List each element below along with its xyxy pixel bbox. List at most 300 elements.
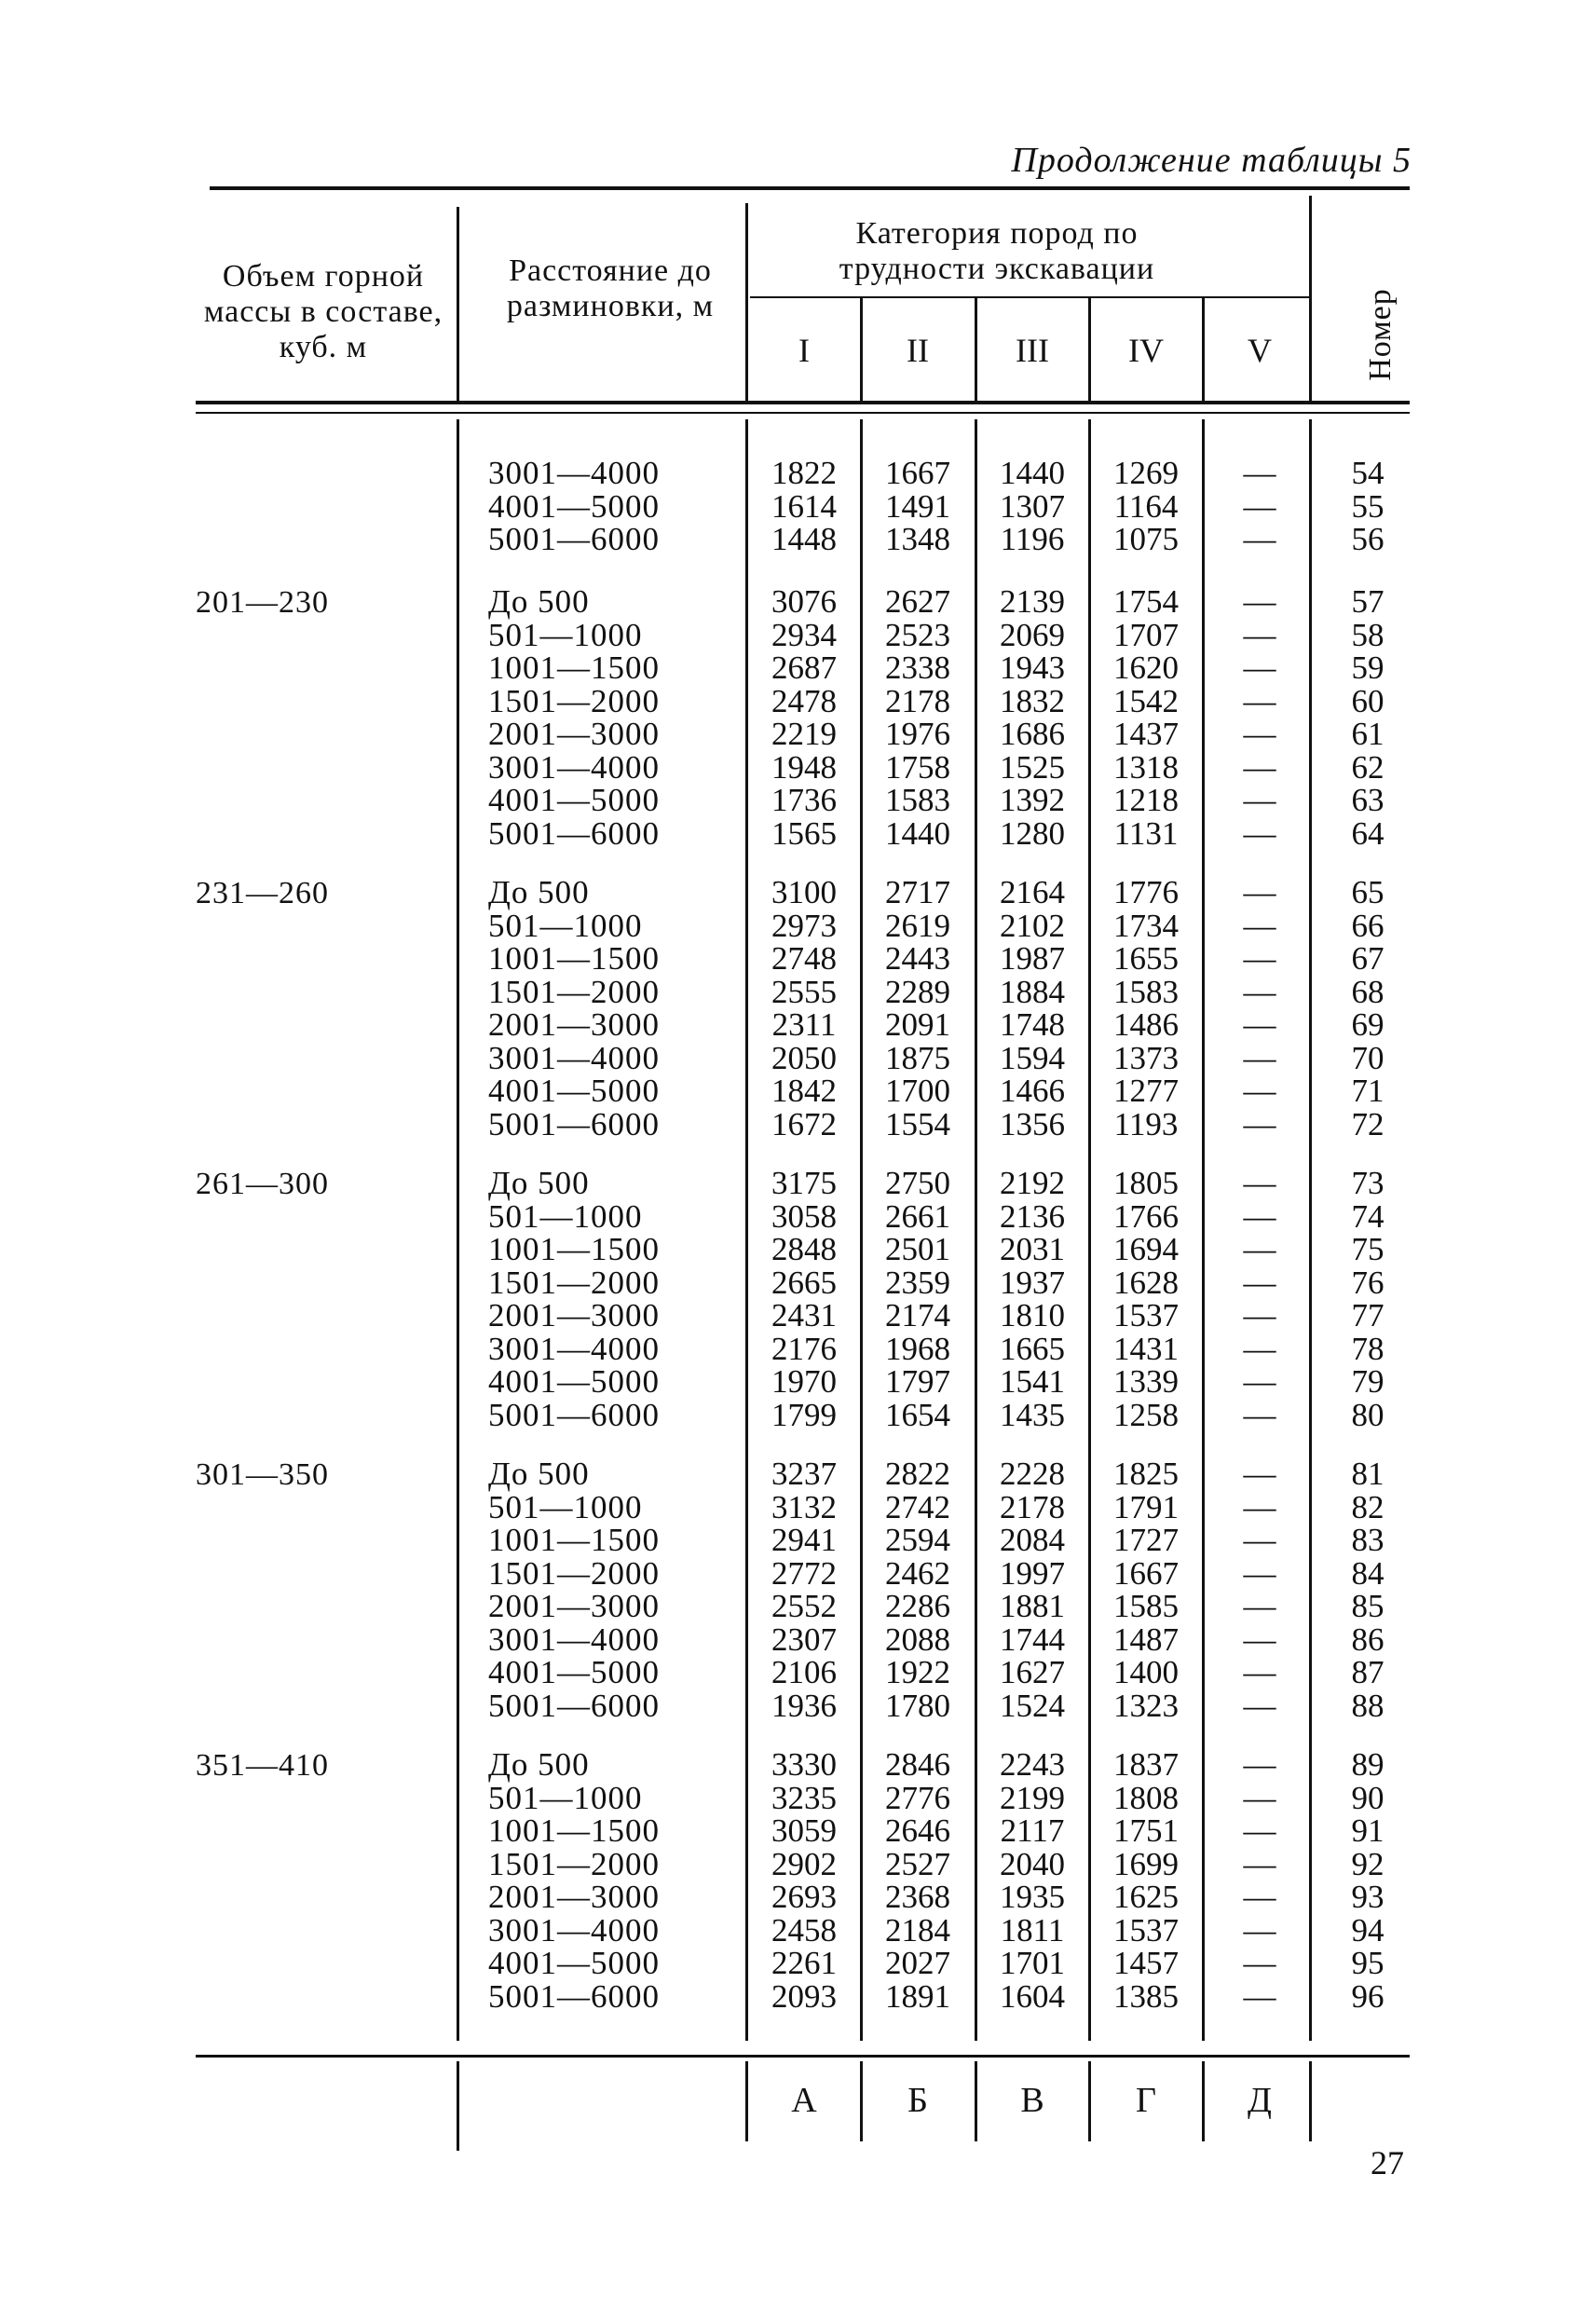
cat-II-cell: 1797 — [885, 1363, 950, 1400]
cat-IV-cell: 1542 — [1113, 682, 1179, 719]
distance-cell: До 500 — [488, 1456, 590, 1492]
cat-III-cell: 1280 — [1000, 814, 1065, 852]
distance-header: Расстояние до разминовки, м — [506, 253, 715, 323]
table-row — [0, 523, 1596, 556]
cat-IV-cell: 1486 — [1113, 1006, 1179, 1043]
cat-II-cell: 2776 — [885, 1779, 950, 1816]
distance-cell: 5001—6000 — [488, 1687, 660, 1724]
row-number-cell: 93 — [1351, 1879, 1385, 1915]
cat-V-cell: — — [1243, 1297, 1276, 1333]
footer-letter-v: В — [1020, 2081, 1044, 2120]
footer-letter-a: А — [791, 2081, 817, 2120]
cat-II-cell: 1348 — [885, 521, 950, 557]
cat-II-cell: 2289 — [885, 973, 950, 1010]
table-row — [0, 784, 1596, 817]
volume-cell: 261—300 — [196, 1167, 329, 1201]
cat-II-cell: 1554 — [885, 1105, 950, 1142]
cat-II-cell: 1700 — [885, 1073, 950, 1109]
cat-IV-cell: 1734 — [1113, 907, 1179, 944]
distance-cell: 4001—5000 — [488, 487, 660, 525]
cat-IV-cell: 1339 — [1113, 1363, 1179, 1400]
distance-cell: 3001—4000 — [488, 455, 660, 491]
header-bottom-rule-2 — [196, 412, 1410, 414]
cat-V-cell: — — [1243, 487, 1276, 525]
table-row — [0, 718, 1596, 751]
distance-cell: 4001—5000 — [488, 782, 660, 818]
cat-V-cell: — — [1243, 782, 1276, 818]
volume-header: Объем горной массы в составе, куб. м — [203, 259, 443, 364]
distance-cell: 1001—1500 — [488, 1522, 660, 1558]
cat-V-cell: — — [1243, 907, 1276, 944]
cat-IV-cell: 1075 — [1113, 521, 1179, 557]
cat-III-cell: 2084 — [1000, 1522, 1065, 1558]
row-number-cell: 54 — [1351, 455, 1385, 491]
table-row — [0, 1911, 1596, 1949]
cat-V-cell: — — [1243, 1588, 1276, 1624]
table-row — [0, 1845, 1596, 1882]
cat-IV-cell: 1258 — [1113, 1396, 1179, 1433]
cat-V-cell: — — [1243, 973, 1276, 1010]
cat-III-cell: 1811 — [1000, 1911, 1065, 1949]
cat-IV-cell: 1727 — [1113, 1522, 1179, 1558]
table-row — [0, 1266, 1596, 1300]
cat-II-cell: 2368 — [885, 1879, 950, 1915]
cat-I-cell: 2311 — [771, 1006, 837, 1043]
distance-cell: 5001—6000 — [488, 1105, 660, 1142]
row-number-cell: 64 — [1351, 814, 1385, 852]
distance-cell: 1501—2000 — [488, 1554, 660, 1592]
cat-V-cell: — — [1243, 1363, 1276, 1400]
cat-IV-cell: 1131 — [1113, 814, 1179, 852]
table-row — [0, 457, 1596, 490]
cat-I-cell: 2431 — [771, 1297, 837, 1333]
cat-III-cell: 1196 — [1000, 521, 1065, 557]
row-number-cell: 60 — [1351, 682, 1385, 719]
page-number: 27 — [1371, 2144, 1404, 2181]
cat-IV-cell: 1487 — [1113, 1620, 1179, 1658]
cat-V-cell: — — [1243, 1845, 1276, 1882]
cat-III-cell: 1943 — [1000, 650, 1065, 686]
table-row — [0, 973, 1596, 1010]
row-number-cell: 70 — [1351, 1039, 1385, 1076]
row-number-cell: 66 — [1351, 907, 1385, 944]
table-row — [0, 909, 1596, 943]
cat-V-cell: — — [1243, 1396, 1276, 1433]
cat-I-cell: 3132 — [771, 1488, 837, 1525]
distance-cell: 501—1000 — [488, 616, 643, 653]
distance-cell: 501—1000 — [488, 907, 643, 944]
distance-cell: До 500 — [488, 583, 590, 620]
cat-III-cell: 1594 — [1000, 1039, 1065, 1076]
cat-III-cell: 1466 — [1000, 1073, 1065, 1109]
cat-V-cell: — — [1243, 716, 1276, 752]
category-III-header: III — [1016, 332, 1049, 369]
row-number-cell: 89 — [1351, 1746, 1385, 1783]
table-row — [0, 1233, 1596, 1266]
cat-IV-cell: 1694 — [1113, 1231, 1179, 1267]
distance-cell: 2001—3000 — [488, 1297, 660, 1333]
cat-III-cell: 2164 — [1000, 874, 1065, 910]
cat-IV-cell: 1323 — [1113, 1687, 1179, 1724]
row-number-cell: 87 — [1351, 1654, 1385, 1690]
distance-cell: 3001—4000 — [488, 1330, 660, 1367]
cat-II-cell: 2717 — [885, 874, 950, 910]
cat-II-cell: 2742 — [885, 1488, 950, 1525]
distance-cell: 4001—5000 — [488, 1945, 660, 1981]
table-row — [0, 1039, 1596, 1076]
cat-III-cell: 1997 — [1000, 1554, 1065, 1592]
cat-II-cell: 2646 — [885, 1812, 950, 1849]
cat-V-cell: — — [1243, 583, 1276, 620]
category-header: Категория пород по трудности экскавации — [839, 216, 1155, 286]
table-row — [0, 1524, 1596, 1557]
row-number-cell: 85 — [1351, 1588, 1385, 1624]
cat-I-cell: 1565 — [771, 814, 837, 852]
cat-II-cell: 2594 — [885, 1522, 950, 1558]
cat-I-cell: 1948 — [771, 748, 837, 786]
cat-IV-cell: 1754 — [1113, 583, 1179, 620]
cat-IV-cell: 1766 — [1113, 1197, 1179, 1235]
cat-III-cell: 2139 — [1000, 583, 1065, 620]
cat-V-cell: — — [1243, 455, 1276, 491]
cat-I-cell: 2219 — [771, 716, 837, 752]
cat-I-cell: 3059 — [771, 1812, 837, 1849]
header-top-rule — [210, 186, 1410, 190]
cat-I-cell: 1936 — [771, 1687, 837, 1724]
cat-I-cell: 2772 — [771, 1554, 837, 1592]
cat-II-cell: 1922 — [885, 1654, 950, 1690]
row-number-cell: 92 — [1351, 1845, 1385, 1882]
cat-I-cell: 1736 — [771, 782, 837, 818]
cat-IV-cell: 1400 — [1113, 1654, 1179, 1690]
cat-II-cell: 1440 — [885, 814, 950, 852]
row-number-cell: 86 — [1351, 1620, 1385, 1658]
cat-I-cell: 1672 — [771, 1105, 837, 1142]
cat-II-cell: 2627 — [885, 583, 950, 620]
distance-cell: 4001—5000 — [488, 1363, 660, 1400]
cat-III-cell: 1884 — [1000, 973, 1065, 1010]
category-V-header: V — [1248, 332, 1272, 369]
table-row — [0, 942, 1596, 976]
cat-IV-cell: 1699 — [1113, 1845, 1179, 1882]
cat-II-cell: 2527 — [885, 1845, 950, 1882]
header-vline — [975, 296, 977, 401]
table-row — [0, 1008, 1596, 1042]
row-number-cell: 56 — [1351, 521, 1385, 557]
cat-II-cell: 2027 — [885, 1945, 950, 1981]
row-number-cell: 83 — [1351, 1522, 1385, 1558]
table-row — [0, 1748, 1596, 1782]
cat-V-cell: — — [1243, 1231, 1276, 1267]
header-vline — [1088, 296, 1091, 401]
cat-II-cell: 2750 — [885, 1165, 950, 1201]
cat-IV-cell: 1537 — [1113, 1297, 1179, 1333]
cat-V-cell: — — [1243, 1879, 1276, 1915]
distance-cell: 3001—4000 — [488, 748, 660, 786]
cat-III-cell: 1435 — [1000, 1396, 1065, 1433]
cat-I-cell: 2458 — [771, 1911, 837, 1949]
cat-I-cell: 3058 — [771, 1197, 837, 1235]
cat-III-cell: 1832 — [1000, 682, 1065, 719]
distance-cell: 1001—1500 — [488, 650, 660, 686]
cat-I-cell: 3330 — [771, 1746, 837, 1783]
footer-vline — [1202, 2061, 1205, 2141]
cat-II-cell: 2359 — [885, 1264, 950, 1301]
cat-V-cell: — — [1243, 1165, 1276, 1201]
cat-I-cell: 1970 — [771, 1363, 837, 1400]
distance-cell: 1501—2000 — [488, 1264, 660, 1301]
table-row — [0, 1105, 1596, 1142]
header-vline — [1202, 296, 1205, 401]
cat-V-cell: — — [1243, 814, 1276, 852]
header-bottom-rule — [196, 401, 1410, 404]
category-IV-header: IV — [1128, 332, 1164, 369]
cat-II-cell: 2091 — [885, 1006, 950, 1043]
cat-V-cell: — — [1243, 1006, 1276, 1043]
cat-V-cell: — — [1243, 1911, 1276, 1949]
table-row — [0, 651, 1596, 685]
distance-cell: 1001—1500 — [488, 1812, 660, 1849]
cat-I-cell: 2552 — [771, 1588, 837, 1624]
volume-cell: 351—410 — [196, 1748, 329, 1783]
cat-II-cell: 1583 — [885, 782, 950, 818]
cat-III-cell: 2031 — [1000, 1231, 1065, 1267]
cat-III-cell: 1987 — [1000, 940, 1065, 977]
cat-III-cell: 2192 — [1000, 1165, 1065, 1201]
distance-cell: 1001—1500 — [488, 1231, 660, 1267]
cat-IV-cell: 1620 — [1113, 650, 1179, 686]
distance-cell: 1501—2000 — [488, 1845, 660, 1882]
cat-III-cell: 1604 — [1000, 1977, 1065, 2015]
table-row — [0, 487, 1596, 525]
row-number-cell: 94 — [1351, 1911, 1385, 1949]
cat-I-cell: 3175 — [771, 1165, 837, 1201]
footer-vline — [975, 2061, 977, 2141]
table-row — [0, 1977, 1596, 2015]
cat-IV-cell: 1751 — [1113, 1812, 1179, 1849]
cat-I-cell: 1799 — [771, 1396, 837, 1433]
cat-IV-cell: 1537 — [1113, 1911, 1179, 1949]
row-number-cell: 81 — [1351, 1456, 1385, 1492]
footer-vline — [1088, 2061, 1091, 2141]
header-vline — [745, 203, 748, 401]
row-number-cell: 90 — [1351, 1779, 1385, 1816]
table-row — [0, 1590, 1596, 1623]
cat-V-cell: — — [1243, 874, 1276, 910]
row-number-cell: 69 — [1351, 1006, 1385, 1043]
table-row — [0, 1457, 1596, 1491]
distance-cell: 5001—6000 — [488, 1396, 660, 1433]
cat-III-cell: 1665 — [1000, 1330, 1065, 1367]
cat-I-cell: 2555 — [771, 973, 837, 1010]
table-row — [0, 1779, 1596, 1816]
row-number-cell: 79 — [1351, 1363, 1385, 1400]
row-number-cell: 73 — [1351, 1165, 1385, 1201]
row-number-cell: 76 — [1351, 1264, 1385, 1301]
cat-III-cell: 2040 — [1000, 1845, 1065, 1882]
cat-V-cell: — — [1243, 748, 1276, 786]
cat-I-cell: 1614 — [771, 487, 837, 525]
cat-III-cell: 2069 — [1000, 616, 1065, 653]
distance-cell: 5001—6000 — [488, 1977, 660, 2015]
cat-I-cell: 2748 — [771, 940, 837, 977]
cat-I-cell: 2176 — [771, 1330, 837, 1367]
table-row — [0, 1620, 1596, 1658]
distance-cell: 1501—2000 — [488, 973, 660, 1010]
table-row — [0, 682, 1596, 719]
row-number-cell: 78 — [1351, 1330, 1385, 1367]
cat-III-cell: 1524 — [1000, 1687, 1065, 1724]
cat-V-cell: — — [1243, 1687, 1276, 1724]
cat-III-cell: 2136 — [1000, 1197, 1065, 1235]
volume-cell: 301—350 — [196, 1457, 329, 1492]
cat-III-cell: 1935 — [1000, 1879, 1065, 1915]
cat-II-cell: 1758 — [885, 748, 950, 786]
distance-cell: 501—1000 — [488, 1488, 643, 1525]
header-vline — [1309, 196, 1312, 401]
table-row — [0, 1814, 1596, 1848]
cat-I-cell: 1842 — [771, 1073, 837, 1109]
cat-II-cell: 2174 — [885, 1297, 950, 1333]
table-row — [0, 1197, 1596, 1235]
row-number-cell: 84 — [1351, 1554, 1385, 1592]
cat-IV-cell: 1628 — [1113, 1264, 1179, 1301]
header-subrule — [750, 296, 1309, 298]
cat-V-cell: — — [1243, 1264, 1276, 1301]
table-row — [0, 585, 1596, 619]
cat-V-cell: — — [1243, 682, 1276, 719]
table-row — [0, 1689, 1596, 1723]
cat-III-cell: 2178 — [1000, 1488, 1065, 1525]
distance-cell: 5001—6000 — [488, 814, 660, 852]
cat-II-cell: 2088 — [885, 1620, 950, 1658]
cat-IV-cell: 1269 — [1113, 455, 1179, 491]
row-number-cell: 61 — [1351, 716, 1385, 752]
cat-IV-cell: 1318 — [1113, 748, 1179, 786]
cat-V-cell: — — [1243, 1746, 1276, 1783]
cat-IV-cell: 1164 — [1113, 487, 1179, 525]
cat-II-cell: 1780 — [885, 1687, 950, 1724]
cat-III-cell: 1440 — [1000, 455, 1065, 491]
row-number-cell: 63 — [1351, 782, 1385, 818]
cat-IV-cell: 1373 — [1113, 1039, 1179, 1076]
cat-I-cell: 2973 — [771, 907, 837, 944]
row-number-cell: 68 — [1351, 973, 1385, 1010]
cat-III-cell: 2243 — [1000, 1746, 1065, 1783]
cat-IV-cell: 1277 — [1113, 1073, 1179, 1109]
row-number-cell: 62 — [1351, 748, 1385, 786]
cat-III-cell: 1392 — [1000, 782, 1065, 818]
cat-II-cell: 1891 — [885, 1977, 950, 2015]
table-caption: Продолжение таблицы 5 — [1011, 141, 1412, 180]
footer-vline — [1309, 2061, 1312, 2141]
cat-IV-cell: 1655 — [1113, 940, 1179, 977]
cat-I-cell: 3100 — [771, 874, 837, 910]
distance-cell: 4001—5000 — [488, 1654, 660, 1690]
row-number-cell: 75 — [1351, 1231, 1385, 1267]
row-number-cell: 95 — [1351, 1945, 1385, 1981]
cat-II-cell: 2846 — [885, 1746, 950, 1783]
cat-II-cell: 1654 — [885, 1396, 950, 1433]
distance-cell: До 500 — [488, 874, 590, 910]
cat-I-cell: 2478 — [771, 682, 837, 719]
header-vline — [860, 296, 863, 401]
cat-III-cell: 1748 — [1000, 1006, 1065, 1043]
cat-III-cell: 1744 — [1000, 1620, 1065, 1658]
row-number-cell: 72 — [1351, 1105, 1385, 1142]
distance-cell: 2001—3000 — [488, 1879, 660, 1915]
cat-II-cell: 2501 — [885, 1231, 950, 1267]
cat-IV-cell: 1837 — [1113, 1746, 1179, 1783]
cat-IV-cell: 1218 — [1113, 782, 1179, 818]
cat-III-cell: 1686 — [1000, 716, 1065, 752]
row-number-cell: 71 — [1351, 1073, 1385, 1109]
row-number-cell: 77 — [1351, 1297, 1385, 1333]
cat-V-cell: — — [1243, 650, 1276, 686]
cat-V-cell: — — [1243, 940, 1276, 977]
table-row — [0, 1656, 1596, 1689]
row-number-cell: 55 — [1351, 487, 1385, 525]
cat-III-cell: 2117 — [1000, 1812, 1065, 1849]
distance-cell: 2001—3000 — [488, 716, 660, 752]
cat-II-cell: 1667 — [885, 455, 950, 491]
footer-letter-d: Д — [1248, 2081, 1272, 2120]
distance-cell: 1501—2000 — [488, 682, 660, 719]
cat-I-cell: 1448 — [771, 521, 837, 557]
cat-V-cell: — — [1243, 1654, 1276, 1690]
table-row — [0, 1396, 1596, 1433]
cat-IV-cell: 1625 — [1113, 1879, 1179, 1915]
footer-vline — [457, 2061, 459, 2151]
cat-II-cell: 2286 — [885, 1588, 950, 1624]
cat-IV-cell: 1437 — [1113, 716, 1179, 752]
row-number-cell: 82 — [1351, 1488, 1385, 1525]
table-row — [0, 748, 1596, 786]
cat-V-cell: — — [1243, 1620, 1276, 1658]
distance-cell: 2001—3000 — [488, 1006, 660, 1043]
table-row — [0, 1167, 1596, 1200]
category-I-header: I — [798, 332, 810, 369]
cat-I-cell: 2934 — [771, 616, 837, 653]
table-row — [0, 1554, 1596, 1592]
row-number-cell: 80 — [1351, 1396, 1385, 1433]
row-number-cell: 57 — [1351, 583, 1385, 620]
cat-IV-cell: 1431 — [1113, 1330, 1179, 1367]
cat-I-cell: 3235 — [771, 1779, 837, 1816]
volume-cell: 231—260 — [196, 876, 329, 910]
distance-cell: 3001—4000 — [488, 1620, 660, 1658]
distance-cell: 2001—3000 — [488, 1588, 660, 1624]
cat-III-cell: 1627 — [1000, 1654, 1065, 1690]
distance-cell: 4001—5000 — [488, 1073, 660, 1109]
cat-II-cell: 2178 — [885, 682, 950, 719]
cat-II-cell: 2338 — [885, 650, 950, 686]
cat-V-cell: — — [1243, 521, 1276, 557]
table-row — [0, 1488, 1596, 1525]
cat-II-cell: 1968 — [885, 1330, 950, 1367]
row-number-cell: 65 — [1351, 874, 1385, 910]
table-row — [0, 616, 1596, 653]
number-header: Номер — [1363, 288, 1398, 381]
cat-V-cell: — — [1243, 1977, 1276, 2015]
cat-IV-cell: 1791 — [1113, 1488, 1179, 1525]
distance-cell: 501—1000 — [488, 1197, 643, 1235]
cat-V-cell: — — [1243, 1522, 1276, 1558]
footer-letter-b: Б — [907, 2081, 928, 2120]
row-number-cell: 96 — [1351, 1977, 1385, 2015]
distance-cell: 3001—4000 — [488, 1039, 660, 1076]
volume-cell: 201—230 — [196, 585, 329, 620]
